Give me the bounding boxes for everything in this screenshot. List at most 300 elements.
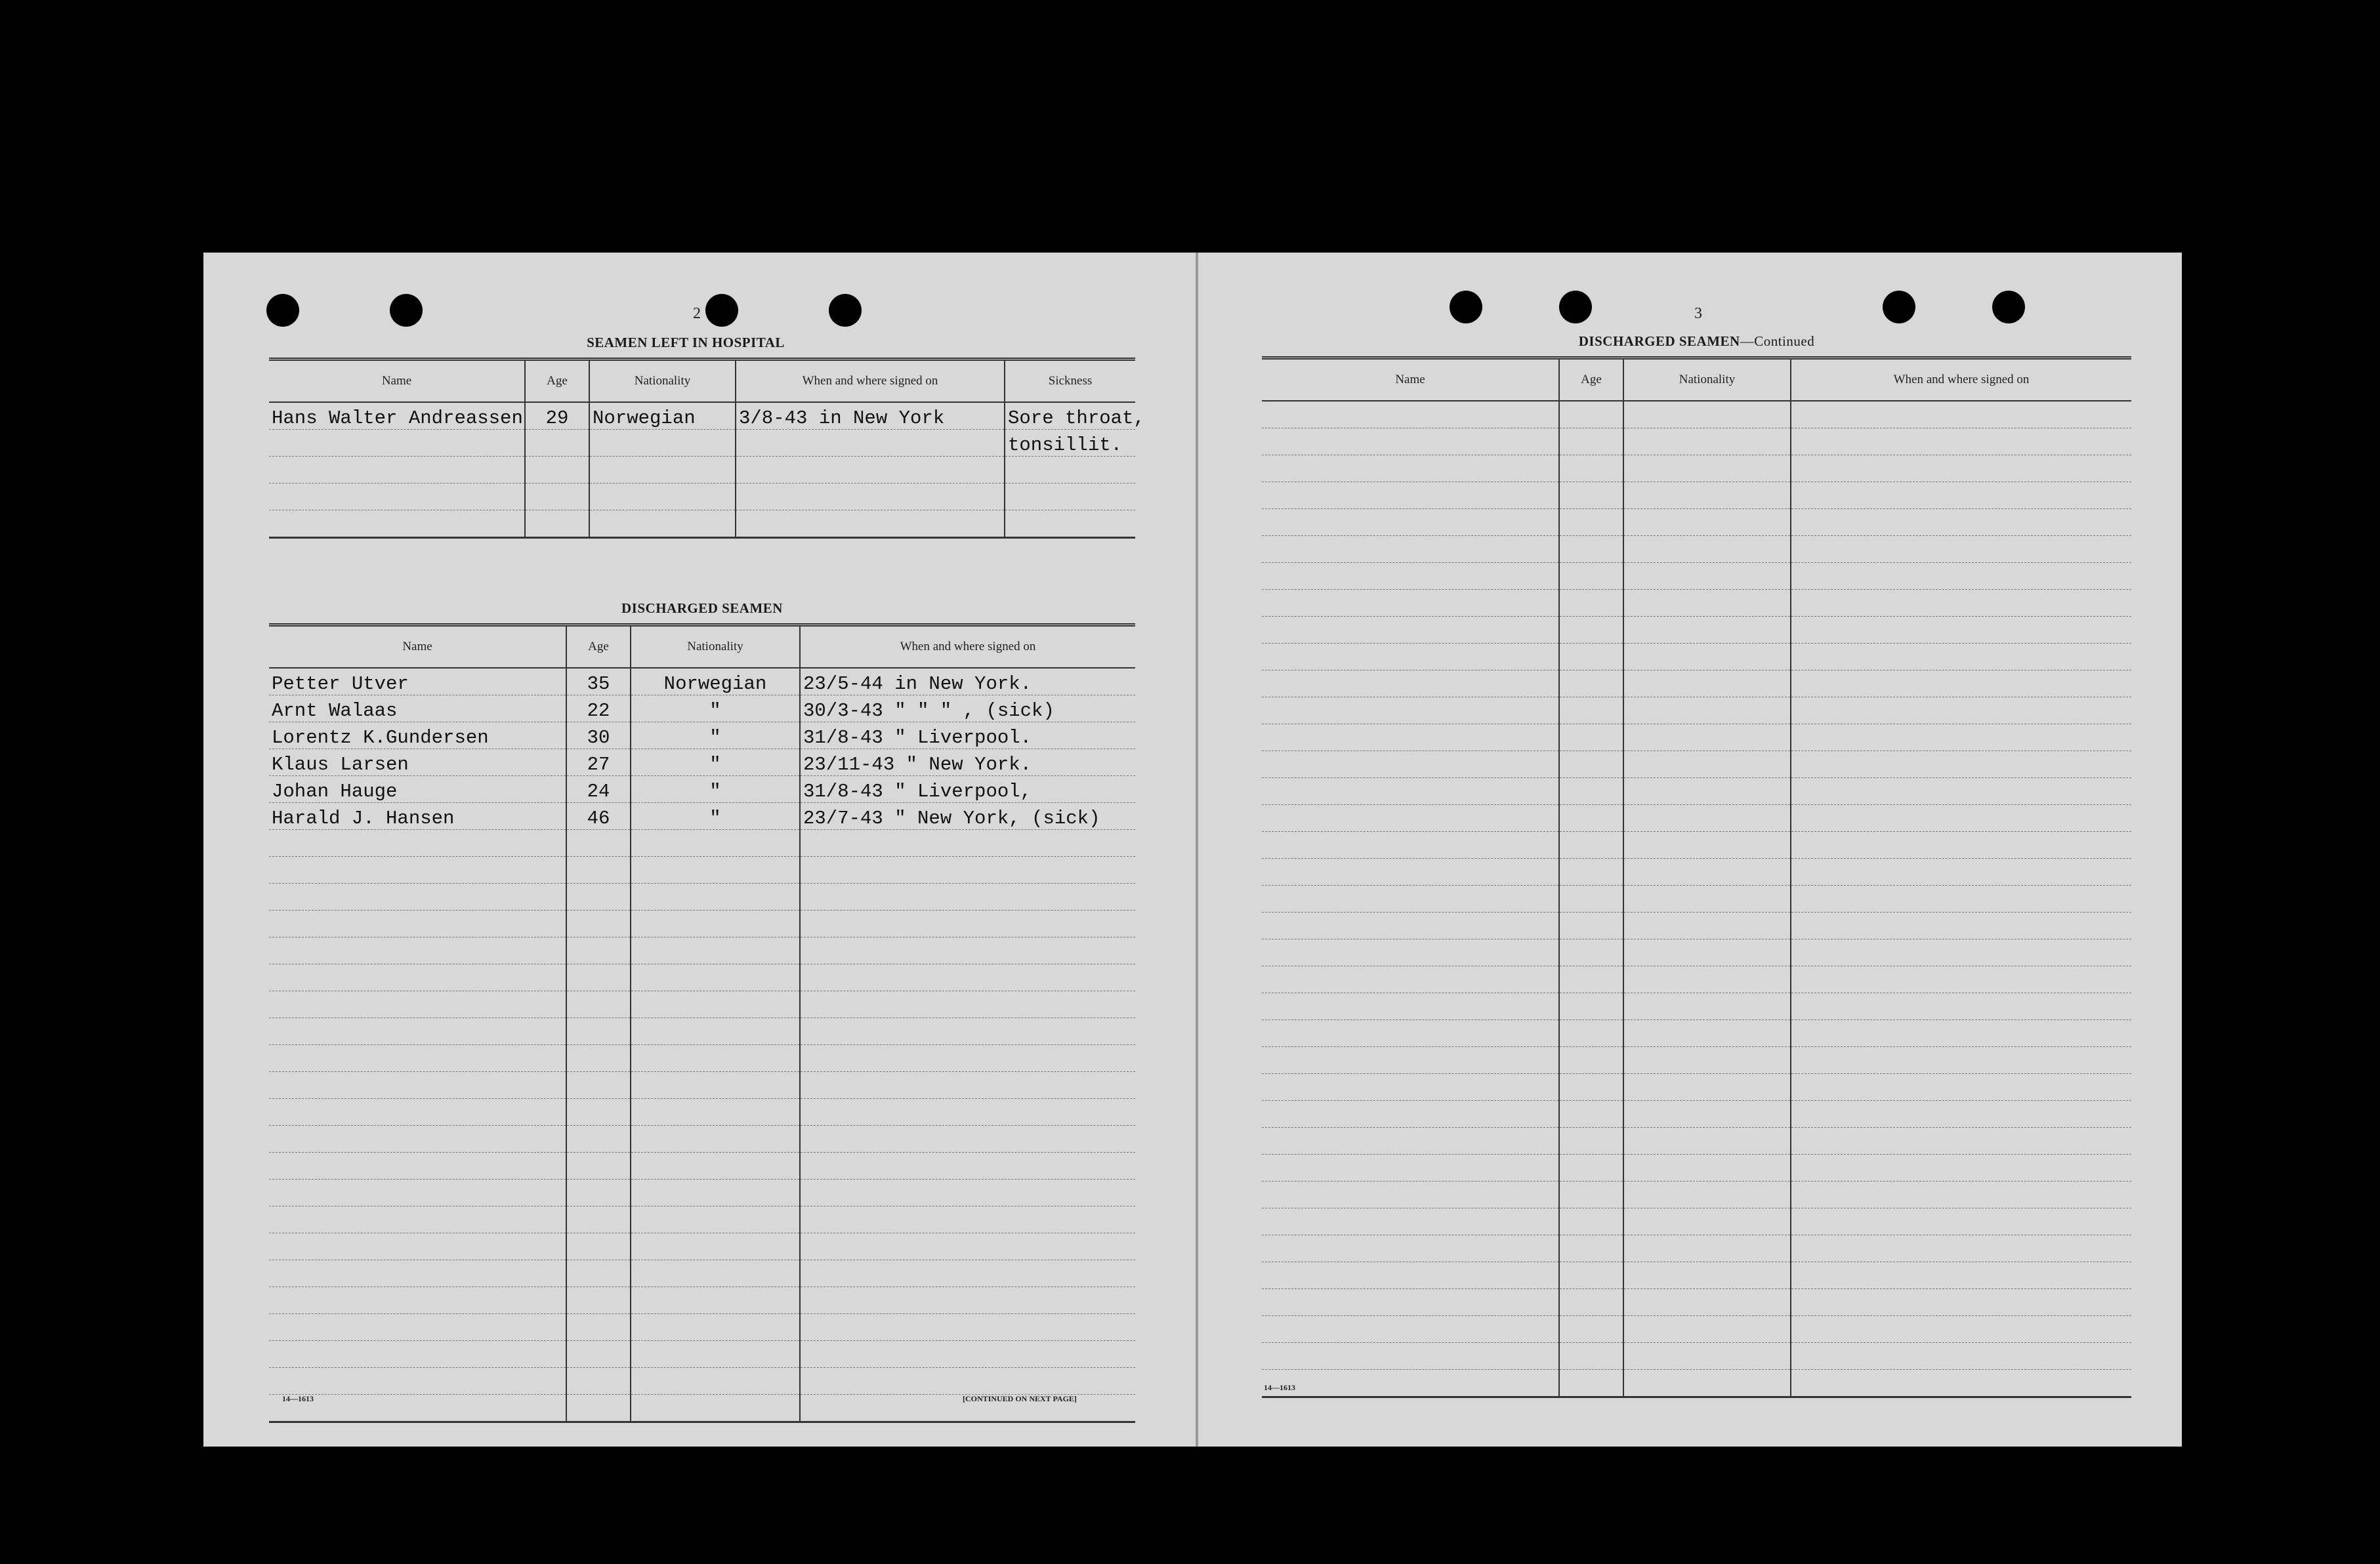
table-row xyxy=(1262,1128,2131,1155)
table-row xyxy=(1262,751,2131,778)
cell-nationality xyxy=(1623,939,1791,966)
cell-signed-on xyxy=(736,484,1005,510)
cell-name xyxy=(269,1368,566,1395)
cell-age xyxy=(566,964,631,991)
title-text: DISCHARGED SEAMEN xyxy=(1578,333,1740,349)
cell-name xyxy=(269,911,566,937)
cell-name xyxy=(1262,1128,1559,1155)
cell-signed-on xyxy=(800,937,1135,964)
cell-nationality: " xyxy=(631,722,800,749)
cell-nationality: Norwegian xyxy=(589,402,736,430)
cell-signed-on xyxy=(736,510,1005,538)
column-header-nationality: Nationality xyxy=(631,625,800,669)
cell-name xyxy=(269,1126,566,1153)
right-page xyxy=(1198,253,2182,1447)
cell-nationality: " xyxy=(631,803,800,830)
table-row xyxy=(269,668,1135,695)
cell-name xyxy=(1262,1182,1559,1208)
table-row xyxy=(1262,832,2131,859)
cell-nationality xyxy=(1623,1370,1791,1397)
cell-nationality xyxy=(1623,778,1791,805)
column-header-nationality: Nationality xyxy=(589,360,736,403)
cell-age xyxy=(1559,697,1623,724)
cell-signed-on xyxy=(1791,1289,2131,1316)
cell-signed-on xyxy=(1791,455,2131,482)
cell-name xyxy=(1262,482,1559,509)
cell-signed-on xyxy=(800,1341,1135,1368)
cell-signed-on xyxy=(800,1206,1135,1233)
table-row xyxy=(1262,966,2131,993)
cell-signed-on xyxy=(1791,1262,2131,1289)
cell-nationality xyxy=(1623,1208,1791,1235)
cell-name xyxy=(269,991,566,1018)
cell-name xyxy=(1262,1289,1559,1316)
table-row xyxy=(269,510,1135,538)
cell-signed-on xyxy=(800,1260,1135,1287)
cell-signed-on xyxy=(1791,536,2131,563)
cell-signed-on xyxy=(1791,482,2131,509)
table-row xyxy=(1262,1074,2131,1101)
cell-nationality xyxy=(631,937,800,964)
cell-nationality xyxy=(1623,617,1791,644)
cell-signed-on xyxy=(1791,428,2131,455)
cell-nationality: " xyxy=(631,749,800,776)
left-page xyxy=(203,253,1196,1447)
table-row xyxy=(269,457,1135,484)
cell-nationality xyxy=(631,857,800,884)
cell-age xyxy=(566,1099,631,1126)
cell-nationality xyxy=(631,991,800,1018)
cell-signed-on xyxy=(1791,1155,2131,1182)
table-row xyxy=(1262,859,2131,886)
table-row xyxy=(1262,455,2131,482)
cell-age xyxy=(1559,670,1623,697)
column-header-nationality: Nationality xyxy=(1623,358,1791,401)
cell-age xyxy=(1559,401,1623,428)
cell-name: Harald J. Hansen xyxy=(269,803,566,830)
cell-age xyxy=(1559,1262,1623,1289)
column-header-age: Age xyxy=(1559,358,1623,401)
cell-signed-on xyxy=(800,991,1135,1018)
cell-age: 22 xyxy=(566,695,631,722)
form-code: 14—1613 xyxy=(1264,1383,1295,1392)
cell-signed-on xyxy=(1791,1182,2131,1208)
table-row xyxy=(269,484,1135,510)
cell-name: Klaus Larsen xyxy=(269,749,566,776)
cell-name xyxy=(269,1206,566,1233)
cell-name xyxy=(1262,778,1559,805)
cell-age xyxy=(1559,993,1623,1020)
cell-nationality xyxy=(631,1153,800,1180)
table-row xyxy=(1262,617,2131,644)
form-code: 14—1613 xyxy=(282,1394,314,1403)
cell-age xyxy=(566,1153,631,1180)
cell-age xyxy=(1559,644,1623,670)
cell-age xyxy=(1559,1182,1623,1208)
cell-name xyxy=(1262,1047,1559,1074)
table-row xyxy=(1262,1208,2131,1235)
title-suffix: —Continued xyxy=(1740,333,1815,349)
cell-name xyxy=(1262,644,1559,670)
cell-signed-on xyxy=(1791,993,2131,1020)
table-row xyxy=(1262,778,2131,805)
cell-signed-on: 23/11-43 " New York. xyxy=(800,749,1135,776)
cell-nationality xyxy=(1623,563,1791,590)
cell-age xyxy=(525,457,589,484)
cell-age xyxy=(566,884,631,911)
cell-nationality xyxy=(631,964,800,991)
cell-sickness: Sore throat, xyxy=(1005,402,1135,430)
cell-age xyxy=(1559,1343,1623,1370)
table-row xyxy=(1262,563,2131,590)
cell-signed-on xyxy=(800,964,1135,991)
cell-age xyxy=(1559,751,1623,778)
cell-signed-on xyxy=(800,857,1135,884)
discharged-table xyxy=(269,623,1135,1423)
cell-age xyxy=(1559,455,1623,482)
cell-age xyxy=(566,1045,631,1072)
cell-nationality xyxy=(1623,509,1791,536)
cell-name xyxy=(269,430,525,457)
cell-signed-on xyxy=(800,830,1135,857)
cell-nationality xyxy=(1623,1074,1791,1101)
cell-signed-on xyxy=(800,1314,1135,1341)
cell-age: 46 xyxy=(566,803,631,830)
column-header-age: Age xyxy=(525,360,589,403)
cell-name xyxy=(1262,993,1559,1020)
cell-signed-on xyxy=(1791,751,2131,778)
cell-name xyxy=(269,964,566,991)
table-row xyxy=(269,964,1135,991)
table-row xyxy=(1262,1262,2131,1289)
cell-signed-on: 3/8-43 in New York xyxy=(736,402,1005,430)
cell-nationality xyxy=(1623,1262,1791,1289)
cell-nationality xyxy=(1623,724,1791,751)
table-row xyxy=(269,1180,1135,1206)
table-row xyxy=(269,1233,1135,1260)
cell-nationality xyxy=(1623,1101,1791,1128)
column-header-sickness: Sickness xyxy=(1005,360,1135,403)
table-row xyxy=(269,991,1135,1018)
cell-name xyxy=(1262,1020,1559,1047)
cell-nationality xyxy=(589,430,736,457)
table-row xyxy=(1262,1343,2131,1370)
table-row xyxy=(269,884,1135,911)
cell-signed-on xyxy=(1791,697,2131,724)
table-row xyxy=(1262,1020,2131,1047)
cell-signed-on xyxy=(1791,1343,2131,1370)
cell-age xyxy=(525,510,589,538)
cell-name xyxy=(269,1314,566,1341)
cell-age xyxy=(1559,482,1623,509)
cell-name xyxy=(269,1018,566,1045)
table-row xyxy=(1262,590,2131,617)
cell-nationality xyxy=(1623,1316,1791,1343)
cell-age xyxy=(1559,1235,1623,1262)
cell-nationality xyxy=(1623,751,1791,778)
cell-age xyxy=(566,1018,631,1045)
hospital-table xyxy=(269,358,1145,539)
cell-nationality xyxy=(1623,1155,1791,1182)
cell-age xyxy=(1559,832,1623,859)
cell-nationality xyxy=(631,1314,800,1341)
cell-name xyxy=(1262,1316,1559,1343)
cell-name xyxy=(1262,697,1559,724)
table-row xyxy=(269,1341,1135,1368)
cell-age xyxy=(566,1341,631,1368)
cell-age: 29 xyxy=(525,402,589,430)
cell-name xyxy=(1262,455,1559,482)
cell-age xyxy=(566,1287,631,1314)
column-header-signed-on: When and where signed on xyxy=(800,625,1135,669)
cell-name xyxy=(1262,1101,1559,1128)
table-row xyxy=(269,402,1135,430)
cell-name xyxy=(1262,859,1559,886)
cell-sickness xyxy=(1005,484,1135,510)
cell-age xyxy=(1559,886,1623,913)
cell-name xyxy=(269,1233,566,1260)
cell-name xyxy=(1262,617,1559,644)
cell-signed-on xyxy=(1791,509,2131,536)
table-row xyxy=(269,1126,1135,1153)
cell-name xyxy=(1262,751,1559,778)
table-row xyxy=(1262,482,2131,509)
cell-signed-on xyxy=(736,457,1005,484)
cell-nationality xyxy=(1623,697,1791,724)
cell-signed-on xyxy=(800,1368,1135,1395)
cell-name xyxy=(269,1180,566,1206)
table-row xyxy=(1262,724,2131,751)
cell-name xyxy=(269,510,525,538)
cell-signed-on xyxy=(1791,617,2131,644)
cell-age xyxy=(566,1368,631,1395)
cell-age: 30 xyxy=(566,722,631,749)
cell-age xyxy=(566,857,631,884)
cell-age xyxy=(1559,590,1623,617)
table-row xyxy=(1262,886,2131,913)
cell-nationality xyxy=(1623,913,1791,939)
cell-name: Johan Hauge xyxy=(269,776,566,803)
cell-sickness xyxy=(1005,510,1135,538)
table-row xyxy=(269,830,1135,857)
cell-name xyxy=(269,830,566,857)
cell-signed-on xyxy=(1791,590,2131,617)
cell-name xyxy=(1262,1074,1559,1101)
cell-age xyxy=(1559,1128,1623,1155)
table-row xyxy=(1262,509,2131,536)
cell-nationality xyxy=(631,911,800,937)
table-row xyxy=(1262,697,2131,724)
cell-age xyxy=(566,1072,631,1099)
cell-name xyxy=(269,484,525,510)
cell-nationality xyxy=(631,1072,800,1099)
cell-nationality xyxy=(1623,859,1791,886)
table-row xyxy=(1262,536,2131,563)
table-row xyxy=(269,1260,1135,1287)
cell-signed-on xyxy=(736,430,1005,457)
cell-nationality xyxy=(1623,886,1791,913)
table-row xyxy=(269,911,1135,937)
table-row xyxy=(269,1368,1135,1395)
cell-nationality xyxy=(631,1206,800,1233)
cell-name xyxy=(1262,1262,1559,1289)
page-number: 3 xyxy=(1694,305,1702,322)
cell-signed-on xyxy=(1791,1128,2131,1155)
cell-signed-on: 23/7-43 " New York, (sick) xyxy=(800,803,1135,830)
column-header-signed-on: When and where signed on xyxy=(736,360,1005,403)
cell-nationality xyxy=(1623,1020,1791,1047)
cell-signed-on xyxy=(1791,1074,2131,1101)
table-row xyxy=(269,1314,1135,1341)
table-row xyxy=(269,1072,1135,1099)
cell-nationality: " xyxy=(631,776,800,803)
table-row xyxy=(1262,644,2131,670)
cell-age: 27 xyxy=(566,749,631,776)
cell-age xyxy=(566,1206,631,1233)
cell-nationality xyxy=(1623,401,1791,428)
cell-signed-on: 23/5-44 in New York. xyxy=(800,668,1135,695)
cell-nationality xyxy=(631,1233,800,1260)
cell-age xyxy=(1559,859,1623,886)
cell-signed-on xyxy=(800,1287,1135,1314)
cell-nationality xyxy=(631,1045,800,1072)
table-row xyxy=(1262,1047,2131,1074)
cell-signed-on xyxy=(1791,670,2131,697)
table-row xyxy=(1262,1182,2131,1208)
cell-signed-on xyxy=(1791,1370,2131,1397)
table-row xyxy=(269,1153,1135,1180)
table-row xyxy=(1262,401,2131,428)
cell-name xyxy=(269,457,525,484)
cell-signed-on xyxy=(1791,1208,2131,1235)
table-row xyxy=(269,695,1135,722)
cell-age xyxy=(1559,778,1623,805)
discharged-continued-title xyxy=(1262,333,2131,350)
cell-name xyxy=(1262,966,1559,993)
cell-signed-on xyxy=(1791,1316,2131,1343)
cell-age xyxy=(1559,966,1623,993)
cell-age xyxy=(1559,1101,1623,1128)
cell-age xyxy=(566,1314,631,1341)
cell-signed-on xyxy=(1791,1101,2131,1128)
cell-age xyxy=(1559,1370,1623,1397)
cell-nationality xyxy=(631,1287,800,1314)
cell-nationality xyxy=(1623,455,1791,482)
column-header-name: Name xyxy=(1262,358,1559,401)
cell-nationality xyxy=(631,1099,800,1126)
column-header-name: Name xyxy=(269,625,566,669)
cell-name: Arnt Walaas xyxy=(269,695,566,722)
cell-name xyxy=(269,1045,566,1072)
cell-nationality xyxy=(631,1341,800,1368)
cell-age xyxy=(1559,939,1623,966)
cell-age xyxy=(566,830,631,857)
cell-nationality xyxy=(589,457,736,484)
column-header-age: Age xyxy=(566,625,631,669)
cell-name xyxy=(1262,590,1559,617)
cell-age xyxy=(1559,563,1623,590)
cell-name xyxy=(1262,886,1559,913)
cell-signed-on: 31/8-43 " Liverpool. xyxy=(800,722,1135,749)
cell-nationality: " xyxy=(631,695,800,722)
table-row xyxy=(269,722,1135,749)
cell-name: Petter Utver xyxy=(269,668,566,695)
cell-name xyxy=(269,1153,566,1180)
cell-age xyxy=(1559,1020,1623,1047)
cell-nationality xyxy=(1623,966,1791,993)
cell-signed-on: 31/8-43 " Liverpool, xyxy=(800,776,1135,803)
cell-nationality xyxy=(1623,1182,1791,1208)
table-row xyxy=(1262,670,2131,697)
cell-name xyxy=(1262,805,1559,832)
cell-signed-on xyxy=(800,1018,1135,1045)
cell-age: 24 xyxy=(566,776,631,803)
cell-nationality: Norwegian xyxy=(631,668,800,695)
cell-signed-on xyxy=(800,1045,1135,1072)
cell-name: Lorentz K.Gundersen xyxy=(269,722,566,749)
cell-name xyxy=(269,884,566,911)
cell-age xyxy=(566,937,631,964)
cell-age xyxy=(525,484,589,510)
table-row xyxy=(269,1045,1135,1072)
table-row xyxy=(1262,805,2131,832)
cell-age xyxy=(566,1395,631,1422)
cell-name xyxy=(269,1260,566,1287)
cell-age xyxy=(1559,428,1623,455)
cell-nationality xyxy=(1623,993,1791,1020)
cell-signed-on xyxy=(1791,724,2131,751)
table-row xyxy=(269,1287,1135,1314)
cell-nationality xyxy=(1623,1289,1791,1316)
discharged-continued-table xyxy=(1262,356,2131,1398)
cell-age xyxy=(1559,536,1623,563)
cell-nationality xyxy=(589,510,736,538)
cell-nationality xyxy=(631,830,800,857)
cell-age xyxy=(1559,1155,1623,1182)
table-row xyxy=(1262,993,2131,1020)
cell-age xyxy=(1559,1208,1623,1235)
cell-signed-on xyxy=(1791,563,2131,590)
cell-signed-on xyxy=(1791,939,2131,966)
cell-age xyxy=(566,1260,631,1287)
cell-name xyxy=(1262,1370,1559,1397)
cell-nationality xyxy=(631,1260,800,1287)
cell-sickness: tonsillit. xyxy=(1005,430,1135,457)
cell-signed-on xyxy=(1791,832,2131,859)
cell-nationality xyxy=(631,1395,800,1422)
table-row xyxy=(269,776,1135,803)
cell-signed-on xyxy=(800,1099,1135,1126)
cell-signed-on xyxy=(800,1072,1135,1099)
cell-signed-on xyxy=(1791,913,2131,939)
cell-age xyxy=(566,1180,631,1206)
table-row xyxy=(1262,913,2131,939)
cell-signed-on xyxy=(1791,1020,2131,1047)
cell-nationality xyxy=(631,1368,800,1395)
table-row xyxy=(1262,1101,2131,1128)
cell-name xyxy=(1262,1343,1559,1370)
hospital-section-title: SEAMEN LEFT IN HOSPITAL xyxy=(587,335,785,350)
table-row xyxy=(269,1018,1135,1045)
cell-age xyxy=(1559,1074,1623,1101)
cell-name xyxy=(1262,832,1559,859)
cell-name xyxy=(1262,401,1559,428)
cell-name xyxy=(1262,509,1559,536)
cell-nationality xyxy=(1623,1047,1791,1074)
cell-age xyxy=(1559,913,1623,939)
cell-signed-on xyxy=(800,911,1135,937)
cell-signed-on xyxy=(800,884,1135,911)
